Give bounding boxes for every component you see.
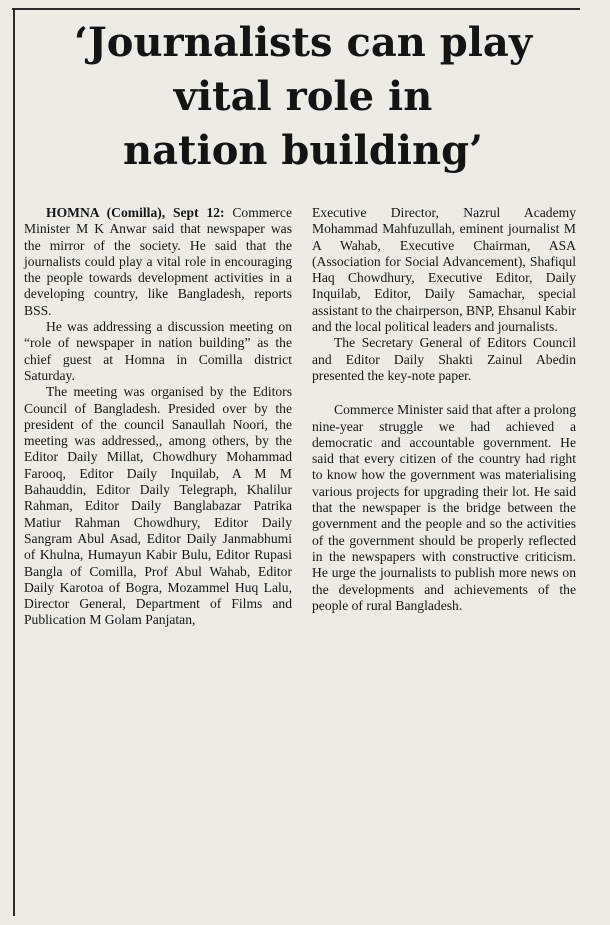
paragraph-5: Commerce Minister said that after a prolong nine-year struggle we had achieved a democratic and accountable government. He said that every citizen of the country had right to know how the government was materialising various projects for upgrading their lot. He said that the newspaper is the bridge between the government and the people and so the activities of the government should be properly reflected in the newspapers with constructive criticism. He urge the journalists to publish more news on the developments and achievements of the people of rural Bangladesh. [312, 402, 576, 613]
paragraph-3-continued: Executive Director, Nazrul Academy Mohammad Mahfuzullah, eminent journalist M A Wahab, Executive Chairman, ASA (Association for Social Advancement), Shafiqul Haq Chowdhury, Executive Editor, Daily Inquilab, Editor, Daily Samachar, special assistant to the chairperson, BNP, Ehsanul Kabir and the local political leaders and journalists. [312, 205, 576, 335]
paragraph-2: He was addressing a discussion meeting on “role of newspaper in nation building” as the chief guest at Homna in Comilla district Saturday. [24, 319, 292, 383]
paragraph-1 [24, 205, 292, 319]
paragraph-3: The meeting was organised by the Editors Council of Bangladesh. Presided over by the president of the council Sanaullah Noori, the meeting was addressed,, among others, by the Editor Daily Millat, Chowdhury Mohammad Farooq, Editor Daily Inquilab, A M M Bahauddin, Editor Daily Telegraph, Khalilur Rahman, Editor Daily Banglabazar Patrika Matiur Rahman Chowdhury, Editor Daily Sangram Abul Asad, Editor Daily Janmabhumi of Khulna, Humayun Kabir Bulu, Editor Rupasi Bangla of Comilla, Prof Abul Wahab, Editor Daily Karotoa of Bogra, Mozammel Huq Lalu, Director General, Department of Films and Publication M Golam Panjatan, [24, 384, 292, 628]
top-rule [12, 8, 580, 10]
headline [18, 16, 588, 178]
headline-line-2: vital role in [173, 73, 433, 120]
paragraph-1-text: Commerce Minister M K Anwar said that newspaper was the mirror of the society. He said that the journalists could play a vital role in encouraging the people towards development activities in a developing country, like Bangladesh, reports BSS. [24, 205, 292, 318]
paragraph-4: The Secretary General of Editors Council and Editor Daily Shakti Zainul Abedin presented the key-note paper. [312, 335, 576, 383]
dateline: HOMNA (Comilla), Sept 12: [46, 205, 225, 220]
headline-line-1: ‘Journalists can play [73, 19, 533, 66]
left-column-rule [13, 8, 15, 916]
right-text-column [312, 205, 576, 614]
headline-line-3: nation building’ [123, 127, 483, 174]
left-text-column [24, 205, 292, 629]
